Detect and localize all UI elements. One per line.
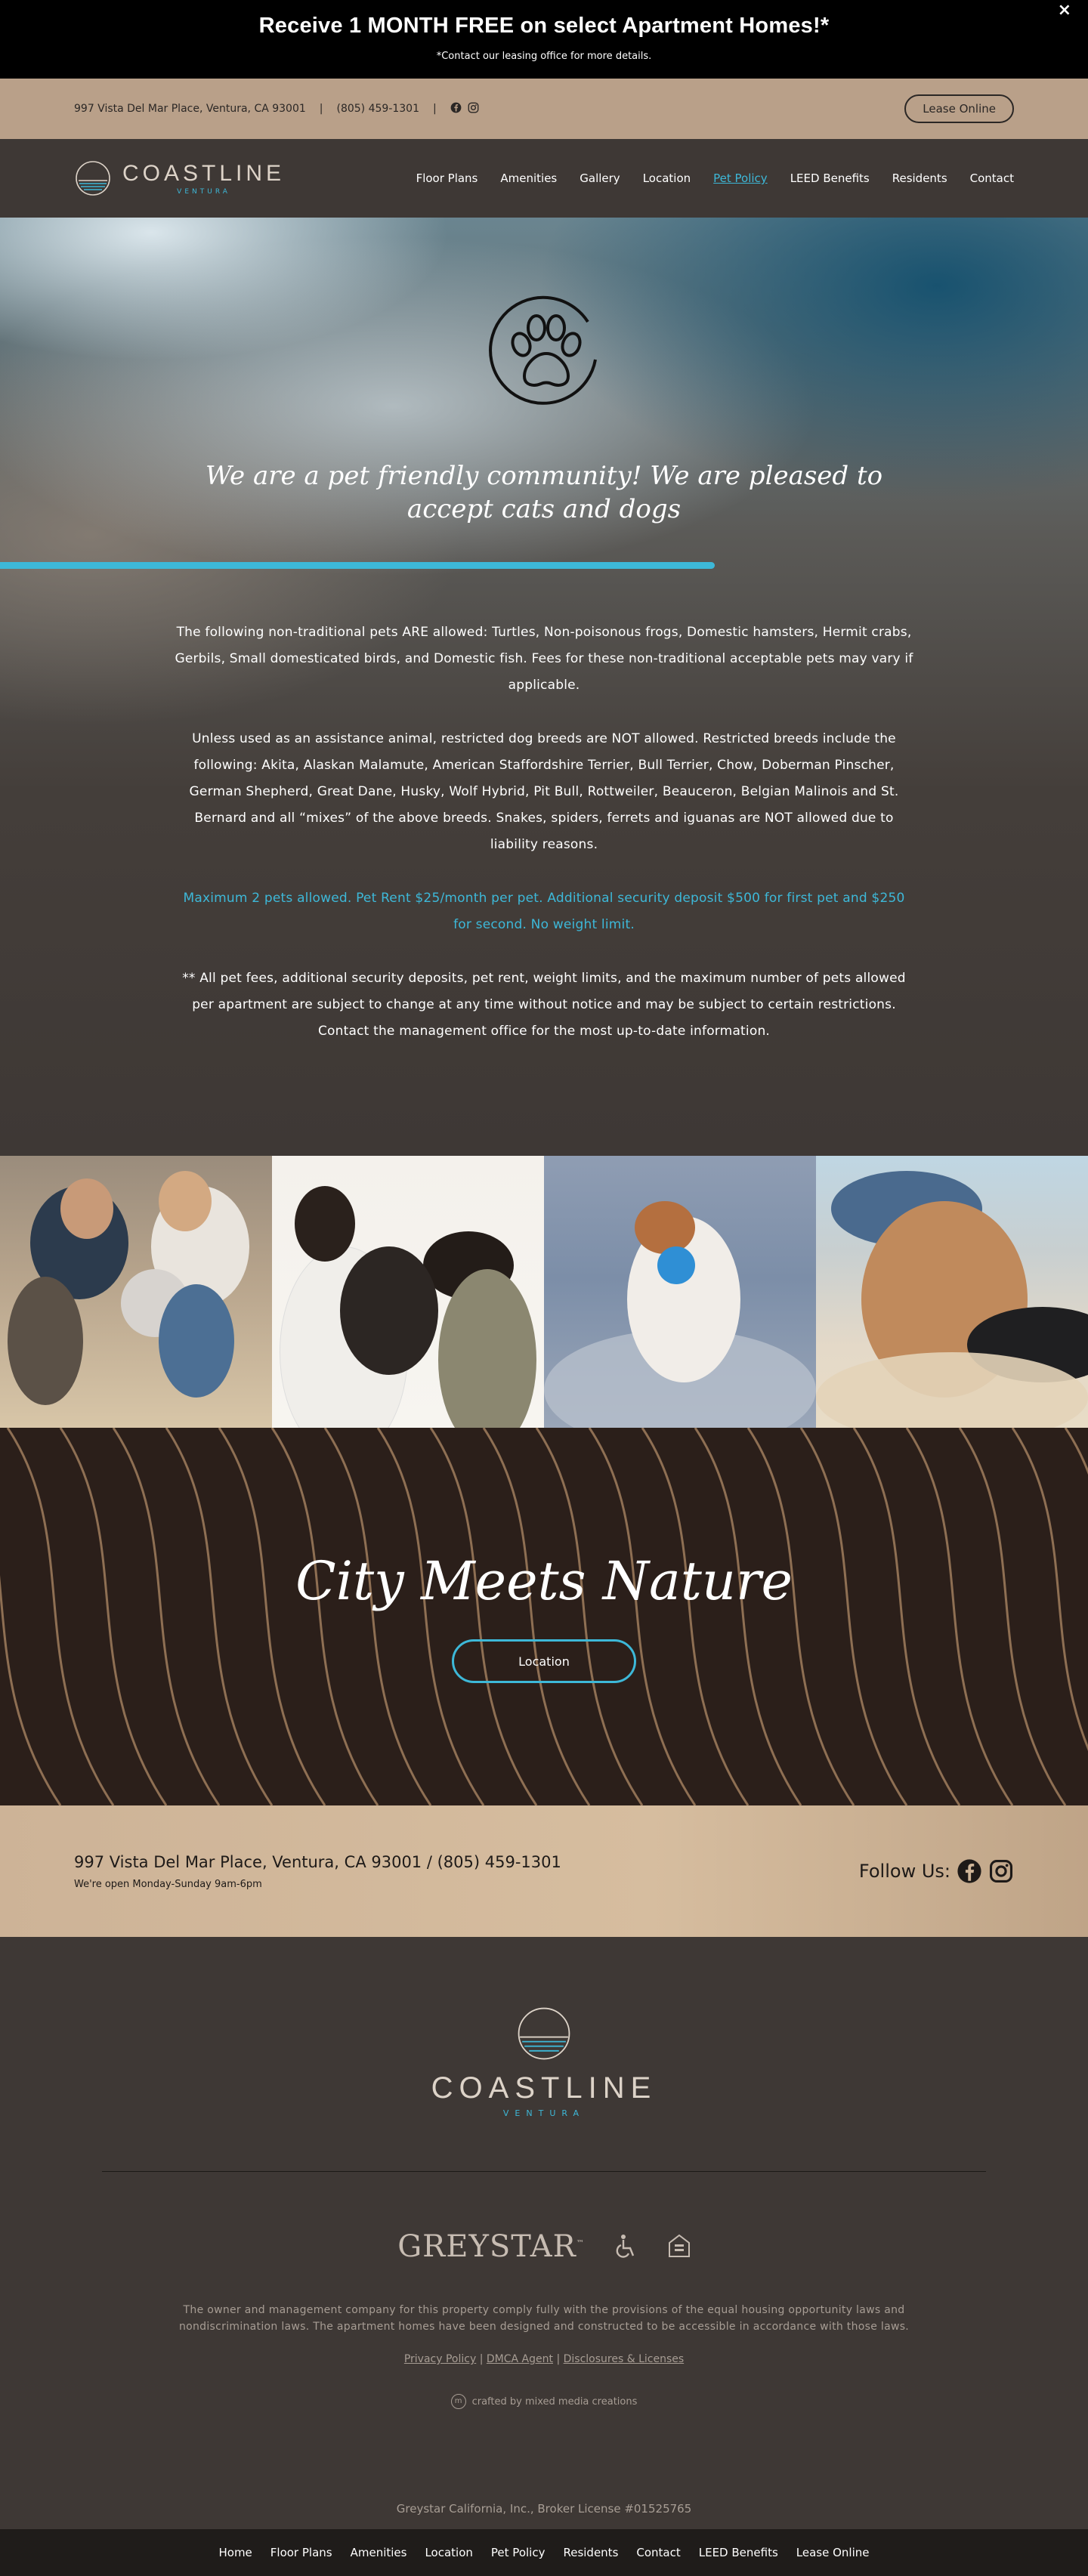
nav-menu	[416, 171, 1014, 185]
privacy-policy-link[interactable]: Privacy Policy	[403, 2353, 477, 2365]
top-info-bar	[0, 79, 1088, 139]
policy-paragraph: Unless used as an assistance animal, restricted dog breeds are NOT allowed. Restricted breeds include the following: Akita, Alaskan Malamute, American Staffordshire Terrier, Bull Terrier, Chow, Doberman Pinscher, German Shepherd, Great Dane, Husky, Wolf Hybrid, Pit Bull, Rottweiler, Beauceron, Belgian Malinois and St. Bernard and all “mixes” of the above breeds. Snakes, spiders, ferrets and iguanas are NOT allowed due to liability reasons.	[189, 731, 899, 852]
main-nav	[0, 139, 1088, 218]
poodle-beach-photo	[816, 1156, 1088, 1428]
link-separator: |	[479, 2353, 484, 2365]
follow-us-label: Follow Us:	[858, 1861, 950, 1882]
policy-fees: Maximum 2 pets allowed. Pet Rent $25/month per pet. Additional security deposit $500 for first pet and $250 for second. No weight limit.	[183, 891, 905, 932]
lease-online-button[interactable]: Lease Online	[904, 94, 1014, 123]
footer-logo-subtitle: VENTURA	[502, 2108, 586, 2118]
broker-license: Greystar California, Inc., Broker License #01525765	[396, 2502, 692, 2516]
contact-address-phone: 997 Vista Del Mar Place, Ventura, CA 93001 / (805) 459-1301	[74, 1852, 561, 1871]
promo-headline: Receive 1 MONTH FREE on select Apartment Homes!*	[258, 14, 830, 38]
wheelchair-accessible-icon	[615, 2234, 638, 2259]
legal-links	[0, 2353, 1088, 2365]
facebook-icon[interactable]	[450, 102, 462, 116]
bottom-nav-contact[interactable]: Contact	[636, 2546, 681, 2559]
nav-item-floor-plans[interactable]: Floor Plans	[416, 171, 478, 185]
bottom-nav	[0, 2529, 1088, 2576]
family-dog-photo	[0, 1156, 272, 1428]
logo-subtitle: VENTURA	[177, 188, 230, 196]
city-meets-nature-heading: City Meets Nature	[295, 1550, 793, 1612]
policy-paragraph: ** All pet fees, additional security deposits, pet rent, weight limits, and the maximum number of pets allowed per apartment are subject to change at any time without notice and may be subject to certain restrictions. Contact the management office for the most up-to-date information.	[182, 971, 906, 1039]
contact-band	[0, 1805, 1088, 1937]
topbar-address: 997 Vista Del Mar Place, Ventura, CA 93001	[74, 103, 306, 115]
topbar-phone[interactable]: (805) 459-1301	[336, 103, 419, 115]
topbar-separator: |	[319, 103, 323, 115]
pet-policy-hero	[0, 218, 1088, 1156]
nav-item-amenities[interactable]: Amenities	[500, 171, 558, 185]
nav-item-location[interactable]: Location	[642, 171, 691, 185]
bottom-nav-home[interactable]: Home	[218, 2546, 252, 2559]
nav-item-pet-policy[interactable]: Pet Policy	[713, 171, 768, 185]
pet-policy-copy	[174, 619, 914, 1072]
location-button[interactable]: Location	[452, 1639, 636, 1683]
dmca-agent-link[interactable]: DMCA Agent	[486, 2353, 553, 2365]
couple-dog-photo	[272, 1156, 544, 1428]
equal-housing-icon	[668, 2234, 691, 2259]
mixed-media-logo-icon: m	[451, 2394, 466, 2409]
nav-item-leed-benefits[interactable]: LEED Benefits	[790, 171, 870, 185]
facebook-icon[interactable]	[957, 1858, 982, 1884]
footer-logo[interactable]	[0, 1937, 1088, 2118]
footer-wordmark: COASTLINE	[431, 2071, 657, 2105]
fair-housing-disclaimer: The owner and management company for this property comply fully with the provisions of the equal housing opportunity laws and nondiscrimination laws. The apartment homes have been designed and constructed to be accessible in accordance with those laws.	[178, 2304, 910, 2333]
instagram-icon[interactable]	[468, 102, 479, 116]
logo-wordmark: COASTLINE	[122, 161, 286, 186]
bottom-nav-pet-policy[interactable]: Pet Policy	[490, 2546, 546, 2559]
crafted-by-text: crafted by mixed media creations	[471, 2395, 638, 2408]
greystar-logo[interactable]: GREYSTAR™	[397, 2229, 585, 2264]
site-footer	[0, 1937, 1088, 2529]
accent-divider	[0, 562, 715, 569]
nav-item-gallery[interactable]: Gallery	[580, 171, 620, 185]
nav-item-residents[interactable]: Residents	[892, 171, 947, 185]
pet-policy-heading: We are a pet friendly community! We are pleased to accept cats and dogs	[205, 461, 883, 524]
paw-icon	[482, 290, 606, 414]
coastline-logo-icon	[515, 2005, 573, 2062]
bottom-nav-location[interactable]: Location	[425, 2546, 473, 2559]
bottom-nav-leed-benefits[interactable]: LEED Benefits	[698, 2546, 778, 2559]
policy-paragraph: The following non-traditional pets ARE allowed: Turtles, Non-poisonous frogs, Domestic hamsters, Hermit crabs, Gerbils, Small domesticated birds, and Domestic fish. Fees for these non-traditional acceptable pets may vary if applicable.	[175, 625, 913, 693]
dog-running-beach-photo	[544, 1156, 816, 1428]
disclosures-link[interactable]: Disclosures & Licenses	[563, 2353, 685, 2365]
topbar-social	[450, 102, 479, 116]
site-logo[interactable]	[74, 159, 285, 197]
close-icon[interactable]: ×	[1057, 1, 1071, 20]
coastline-logo-icon	[74, 159, 112, 197]
promo-note: *Contact our leasing office for more details.	[436, 51, 652, 62]
promo-banner	[0, 0, 1088, 79]
instagram-icon[interactable]	[988, 1858, 1014, 1884]
crafted-by-credit[interactable]	[0, 2394, 1088, 2409]
nav-item-contact[interactable]: Contact	[969, 171, 1014, 185]
pet-photo-strip	[0, 1156, 1088, 1428]
bottom-nav-lease-online[interactable]: Lease Online	[796, 2546, 870, 2559]
city-meets-nature-section	[0, 1428, 1088, 1805]
topbar-separator: |	[433, 103, 437, 115]
partner-logos	[0, 2229, 1088, 2264]
footer-divider	[102, 2171, 986, 2172]
office-hours: We're open Monday-Sunday 9am-6pm	[74, 1878, 262, 1890]
bottom-nav-floor-plans[interactable]: Floor Plans	[270, 2546, 332, 2559]
link-separator: |	[556, 2353, 561, 2365]
bottom-nav-residents[interactable]: Residents	[563, 2546, 619, 2559]
bottom-nav-amenities[interactable]: Amenities	[350, 2546, 407, 2559]
